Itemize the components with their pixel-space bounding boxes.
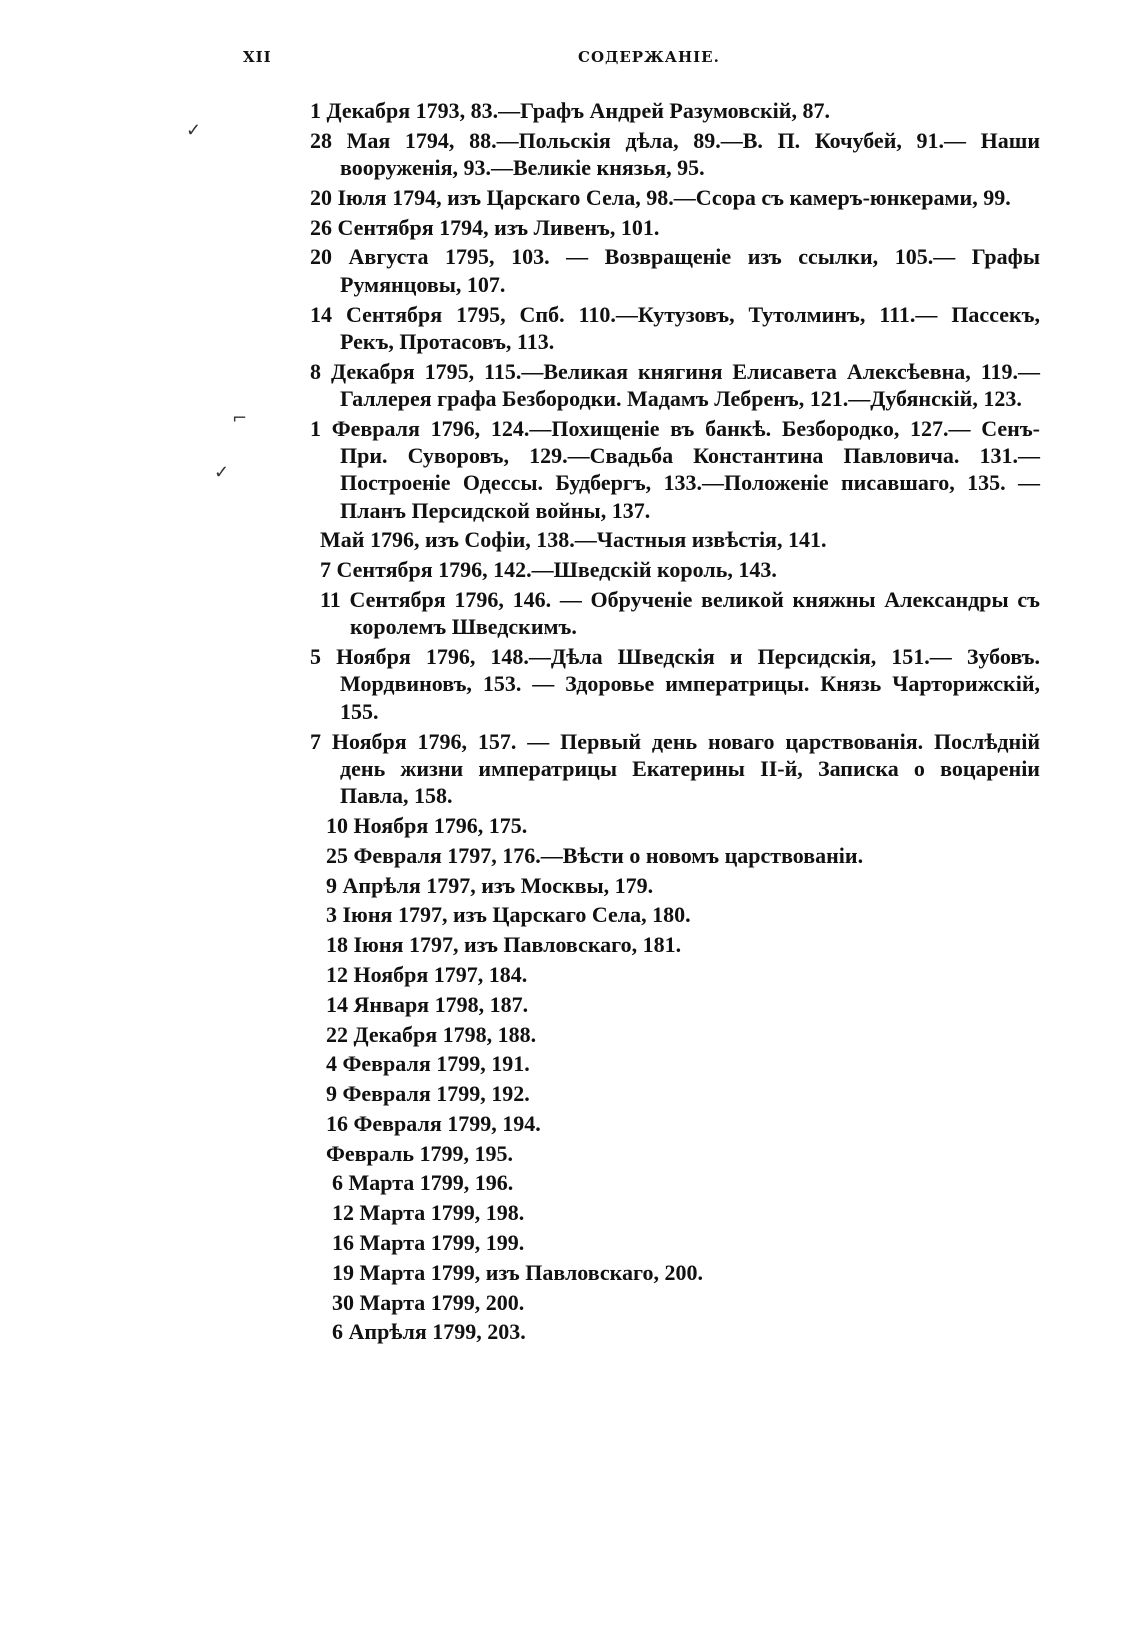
toc-entry: 6 Марта 1799, 196.	[332, 1170, 514, 1196]
toc-entry: 7 Сентября 1796, 142.—Шведскій король, 143.	[320, 557, 777, 583]
toc-entry: 18 Іюня 1797, изъ Павловскаго, 181.	[326, 932, 682, 958]
toc-entry: 20 Іюля 1794, изъ Царскаго Села, 98.—Ссора съ камеръ-юнкерами, 99.	[310, 184, 1011, 210]
toc-entry: 3 Іюня 1797, изъ Царскаго Села, 180.	[326, 902, 691, 928]
toc-entry: 4 Февраля 1799, 191.	[326, 1051, 530, 1077]
toc-entry: 8 Декабря 1795, 115.—Великая княгиня Елисавета Алексѣевна, 119.—Галлерея графа Безбородки. Мадамъ Лебренъ, 121.—Дубянскій, 123.	[310, 358, 1040, 411]
toc-entry: 1 Декабря 1793, 83.—Графъ Андрей Разумовскій, 87.	[310, 98, 830, 123]
toc-entry: 11 Сентября 1796, 146. — Обрученіе великой княжны Александры съ королемъ Шведскимъ.	[320, 587, 1040, 640]
margin-check-mark-icon: ✓	[214, 462, 230, 483]
toc-entry: 1 Февраля 1796, 124.—Похищеніе въ банкѣ. Безбородко, 127.— Сенъ-При. Суворовъ, 129.—Свадьба Константина Павловича. 131.—Построеніе Одессы. Будбергъ, 133.—Положеніе писавшаго, 135. —Планъ Персидской войны, 137.	[310, 415, 1040, 523]
toc-entry: 20 Августа 1795, 103. — Возвращеніе изъ ссылки, 105.— Графы Румянцовы, 107.	[310, 244, 1040, 297]
toc-entry: 9 Февраля 1799, 192.	[326, 1081, 530, 1107]
toc-entry: 30 Марта 1799, 200.	[332, 1289, 525, 1315]
page-title: СОДЕРЖАНІЕ.	[578, 48, 720, 66]
toc-entry: 16 Февраля 1799, 194.	[326, 1110, 541, 1136]
toc-entry: 12 Ноября 1797, 184.	[326, 961, 528, 987]
toc-entry: 9 Апрѣля 1797, изъ Москвы, 179.	[326, 872, 654, 898]
toc-entry: 22 Декабря 1798, 188.	[326, 1021, 537, 1047]
table-of-contents	[310, 97, 1040, 1348]
toc-entry: 28 Мая 1794, 88.—Польскія дѣла, 89.—В. П. Кочубей, 91.— Наши вооруженія, 93.—Великіе князья, 95.	[310, 127, 1040, 181]
toc-entry: 6 Апрѣля 1799, 203.	[332, 1319, 526, 1345]
toc-entry: 14 Сентября 1795, Спб. 110.—Кутузовъ, Тутолминъ, 111.— Пассекъ, Рекъ, Протасовъ, 113.	[310, 301, 1040, 354]
toc-entry: Февраль 1799, 195.	[326, 1140, 513, 1166]
margin-pencil-mark-icon: ⌐	[232, 408, 248, 429]
toc-entry: 5 Ноября 1796, 148.—Дѣла Шведскія и Персидскія, 151.— Зубовъ. Мордвиновъ, 153. — Здоровье императрицы. Князь Чарторижскій, 155.	[310, 644, 1040, 724]
toc-entry: 16 Марта 1799, 199.	[332, 1230, 525, 1256]
page-number: XII	[243, 48, 272, 66]
toc-entry: Май 1796, изъ Софіи, 138.—Частныя извѣстія, 141.	[320, 527, 827, 553]
margin-check-mark-icon: ✓	[186, 120, 202, 141]
toc-entry: 7 Ноября 1796, 157. — Первый день новаго царствованія. Послѣдній день жизни императрицы Екатерины II-й, Записка о воцареніи Павла, 158.	[310, 728, 1040, 809]
toc-entry: 14 Января 1798, 187.	[326, 991, 529, 1017]
toc-entry: 26 Сентября 1794, изъ Ливенъ, 101.	[310, 214, 660, 240]
toc-entry: 12 Марта 1799, 198.	[332, 1200, 525, 1226]
toc-entry: 19 Марта 1799, изъ Павловскаго, 200.	[332, 1259, 703, 1285]
toc-entry: 10 Ноября 1796, 175.	[326, 812, 528, 838]
toc-entry: 25 Февраля 1797, 176.—Вѣсти о новомъ царствованіи.	[326, 842, 864, 868]
